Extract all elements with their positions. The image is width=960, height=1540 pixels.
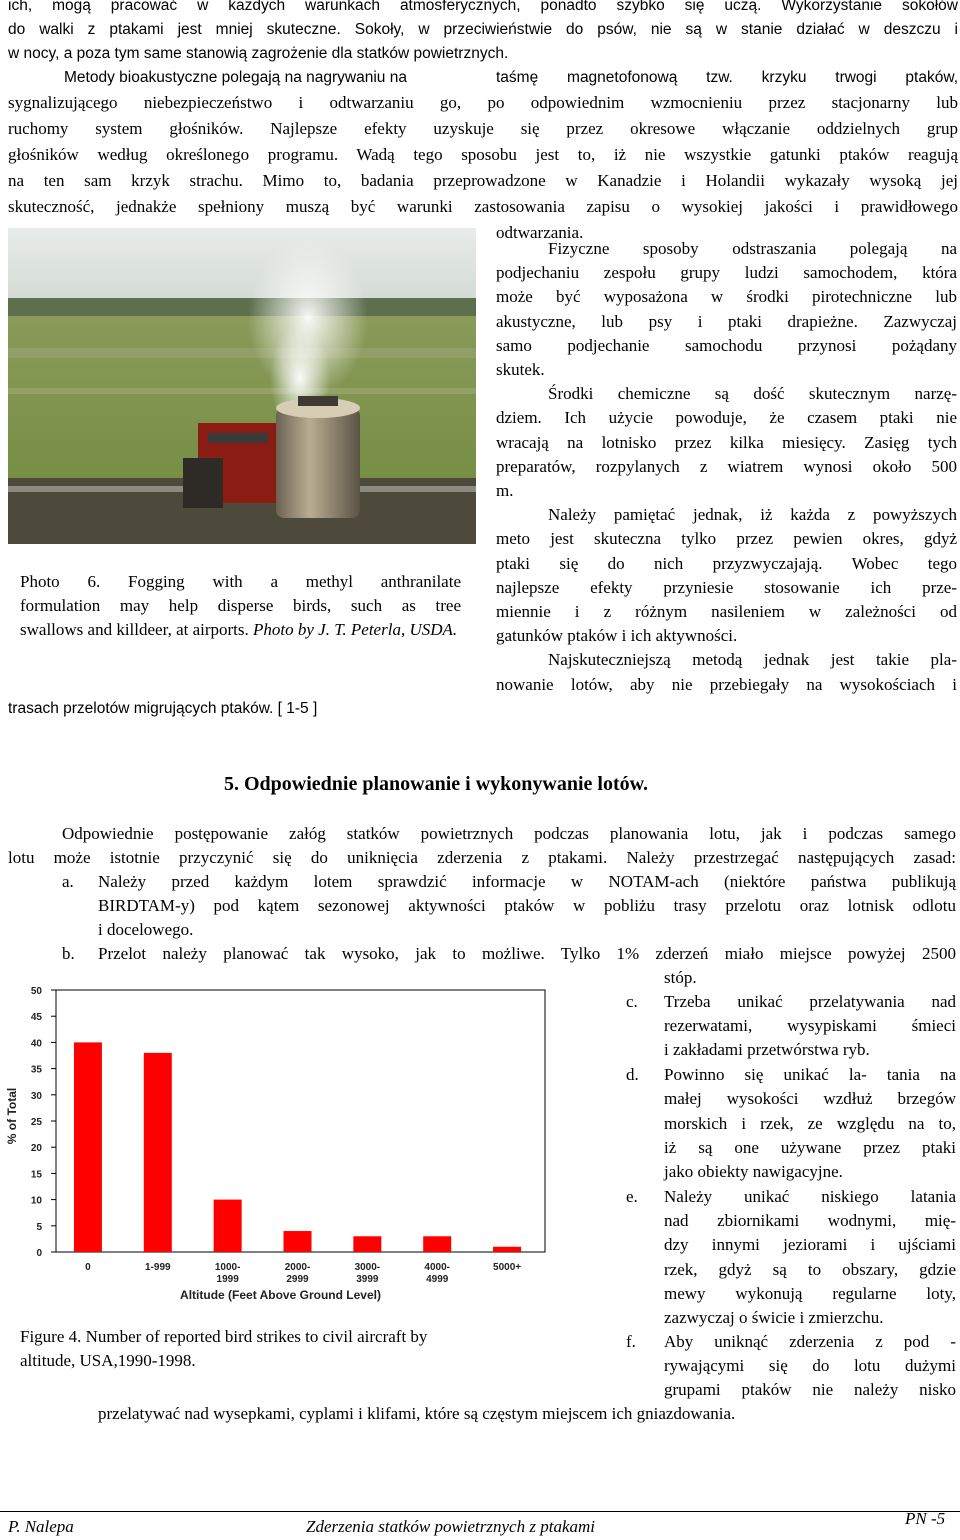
text-line: dziem. Ich użycie powoduje, że czasem ptaki nie — [496, 408, 957, 428]
text-line: morskich i rzek, ze względu na to, — [664, 1113, 956, 1133]
item-c — [664, 990, 956, 1062]
text-line: skutek. — [496, 360, 545, 380]
text-line: na ten sam krzyk strachu. Mimo to, badania przeprowadzone w Kanadzie i Holandii wykazały wysoką jej — [8, 171, 958, 190]
text-line: preparatów, rozpylanych z wiatrem wynosi około 500 — [496, 456, 957, 476]
text-line: Należy pamiętać jednak, iż każda z powyższych — [548, 505, 957, 525]
intro-paragraph — [8, 0, 958, 66]
y-tick-label: 10 — [30, 1195, 42, 1207]
x-tick-label: 3000-3999 — [354, 1262, 381, 1285]
bioacoustic-line-rest — [496, 66, 958, 90]
text-line: Należy przed każdym lotem sprawdzić informacje w NOTAM-ach (niektóre państwa publikują — [98, 872, 956, 891]
text-line: samo podjechanie samochodu przynosi pożądany — [496, 335, 957, 355]
bar — [284, 1231, 312, 1252]
bar — [493, 1247, 521, 1252]
caption-line: swallows and killdeer, at airports. Photo by J. T. Peterla, USDA. — [20, 620, 458, 639]
text-line: taśmę magnetofonową tzw. krzyku trwogi ptaków, — [496, 69, 958, 86]
footer-page-number: PN -5 — [905, 1509, 946, 1528]
text-line: i zakładami przetwórstwa ryb. — [664, 1040, 870, 1059]
y-tick-label: 25 — [30, 1117, 42, 1128]
text-line: nowanie lotów, aby nie przebiegały na wysokościach i — [496, 674, 957, 694]
text-line: nad zbiornikami wodnymi, mię- — [664, 1211, 956, 1231]
x-tick-label: 5000+ — [493, 1262, 522, 1273]
y-tick-label: 5 — [36, 1221, 42, 1233]
text-line: mewy wykonują regularne loty, — [664, 1283, 956, 1303]
text-line: Przelot należy planować tak wysoko, jak to możliwe. Tylko 1% zderzeń miało miejsce powyżej 2500 — [98, 944, 956, 963]
text-line: Należy unikać niskiego latania — [664, 1187, 956, 1206]
text-line: Powinno się unikać la- tania na — [664, 1065, 956, 1084]
text-line: zazwyczaj o świcie i zmierzchu. — [664, 1308, 884, 1328]
caption-line: altitude, USA,1990-1998. — [20, 1351, 196, 1370]
text-line: gatunków ptaków i ich aktywności. — [496, 626, 738, 646]
text-line: rezerwatami, wysypiskami śmieci — [664, 1016, 956, 1035]
photo-credit: Photo by J. T. Peterla, USDA. — [253, 620, 458, 639]
text-line: miennie i z różnym nasileniem w zależności od — [496, 602, 957, 622]
text-line: m. — [496, 481, 514, 501]
chart-frame — [56, 990, 545, 1252]
text-line: BIRDTAM-y) pod kątem sezonowej aktywności ptaków w pobliżu trasy przelotu oraz lotnisk odlotu — [98, 896, 956, 915]
text-line: w nocy, a poza tym same stanowią zagrożenie dla statków powietrznych. — [8, 45, 509, 62]
x-tick-label: 4000-4999 — [424, 1262, 451, 1285]
bar — [144, 1053, 172, 1252]
text-line: Aby uniknąć zderzenia z pod - — [664, 1332, 956, 1351]
item-c-letter: c. — [626, 992, 638, 1011]
text-line: iż są one używane przez ptaki — [664, 1137, 956, 1157]
item-e-letter: e. — [626, 1187, 638, 1206]
y-tick-label: 40 — [30, 1038, 42, 1050]
text-line: najlepsze efekty przyniesie stosowanie ich prze- — [496, 577, 957, 597]
bar — [353, 1236, 381, 1252]
footer-rule — [0, 1511, 960, 1512]
y-tick-label: 35 — [30, 1064, 42, 1076]
text-line: wracają na lotnisko przez kilka miesięcy. Zasięg tych — [496, 432, 957, 452]
section-intro — [8, 822, 956, 870]
text-line: może być wyposażona w środki pirotechniczne lub — [496, 287, 957, 307]
caption-line: Photo 6. Fogging with a methyl anthranilate — [20, 572, 461, 591]
bioacoustic-last-line: odtwarzania. — [496, 223, 584, 242]
caption-line: Figure 4. Number of reported bird strikes to civil aircraft by — [20, 1327, 428, 1346]
item-b-letter: b. — [62, 944, 75, 963]
text-line: małej wysokości wzdłuż brzegów — [664, 1089, 956, 1109]
y-axis-label: % of Total — [5, 1087, 19, 1145]
text-line: dzy innymi jeziorami i ujściami — [664, 1235, 956, 1255]
text-line: sygnalizującego niebezpieczeństwo i odtwarzaniu go, po odpowiednim wzmocnieniu przez stacjonarny lub — [8, 93, 958, 112]
text-line: akustyczne, lub psy i ptaki drapieżne. Zazwyczaj — [496, 311, 957, 331]
bioacoustic-line-start: Metody bioakustyczne polegają na nagrywaniu na — [64, 69, 407, 86]
item-a — [98, 870, 956, 942]
footer-author: P. Nalepa — [8, 1517, 74, 1536]
item-d — [664, 1063, 956, 1184]
x-tick-label: 1000-1999 — [214, 1262, 241, 1285]
item-b — [98, 942, 956, 966]
fogging-photo — [8, 228, 476, 544]
x-tick-label: 2000-2999 — [284, 1262, 311, 1285]
left-tail-line: trasach przelotów migrujących ptaków. [ 1-5 ] — [8, 700, 318, 717]
text-line: Środki chemiczne są dość skutecznym narzę- — [548, 384, 957, 404]
bar — [423, 1236, 451, 1252]
text-line: jako obiekty nawigacyjne. — [664, 1162, 843, 1182]
text-line: podjechaniu zespołu grupy ludzi samochodem, która — [496, 263, 957, 283]
y-tick-label: 30 — [30, 1090, 42, 1102]
item-a-letter: a. — [62, 872, 74, 891]
footer-title: Zderzenia statków powietrznych z ptakami — [306, 1517, 595, 1536]
y-tick-label: 0 — [36, 1248, 42, 1259]
text-line: rzek, gdyż są to obszary, gdzie — [664, 1259, 956, 1279]
y-tick-label: 15 — [30, 1169, 42, 1181]
bar — [214, 1200, 242, 1252]
text-line: Trzeba unikać przelatywania nad — [664, 992, 956, 1011]
section-heading: 5. Odpowiednie planowanie i wykonywanie lotów. — [224, 773, 648, 795]
x-axis-label: Altitude (Feet Above Ground Level) — [180, 1288, 381, 1302]
item-b-cont: stóp. — [664, 968, 697, 987]
text-line: i docelowego. — [98, 920, 194, 939]
right-column — [496, 237, 957, 697]
text-line: grupami ptaków nie należy nisko — [664, 1380, 956, 1399]
text-line: ich, mogą pracować w każdych warunkach atmosferycznych, ponadto szybko się uczą. Wykorzystanie sokołów — [8, 0, 958, 14]
caption-line: formulation may help disperse birds, such as tree — [20, 596, 461, 615]
text-line: skuteczność, jednakże spełniony muszą być warunki zastosowania zapisu o wysokiej jakości i prawidłowego — [8, 197, 958, 216]
text-line: Fizyczne sposoby odstraszania polegają na — [548, 239, 957, 258]
item-f-letter: f. — [626, 1332, 636, 1351]
text-line: ruchomy system głośników. Najlepsze efekty uzyskuje się przez okresowe włączanie oddzielnych grup — [8, 119, 958, 138]
figure-caption — [20, 1325, 427, 1373]
item-e — [664, 1185, 956, 1330]
bar — [74, 1042, 102, 1252]
text-line: rywającymi się do lotu dużymi — [664, 1356, 956, 1375]
text-line: głośników według określonego programu. Wadą tego sposobu jest to, iż nie wszystkie gatunki ptaków reagują — [8, 145, 958, 164]
item-d-letter: d. — [626, 1065, 639, 1084]
photo-caption — [20, 570, 461, 642]
x-tick-label: 0 — [85, 1262, 91, 1273]
item-f — [664, 1330, 956, 1402]
bird-strike-chart — [0, 975, 560, 1305]
y-tick-label: 50 — [30, 986, 42, 997]
text-line: Najskuteczniejszą metodą jednak jest takie pla- — [548, 650, 957, 670]
y-tick-label: 45 — [30, 1012, 42, 1024]
x-tick-label: 1-999 — [144, 1262, 171, 1273]
text-line: do walki z ptakami jest mniej skuteczne. Sokoły, w przeciwieństwie do psów, nie są w stanie działać w deszczu i — [8, 21, 958, 38]
text-line: lotu może istotnie przyczynić się do uniknięcia zderzenia z ptakami. Należy przestrzegać następujących zasad: — [8, 848, 956, 867]
y-tick-label: 20 — [30, 1143, 42, 1155]
bioacoustic-paragraph — [8, 90, 958, 220]
text-line: Odpowiednie postępowanie załóg statków powietrznych podczas planowania lotu, jak i podczas samego — [62, 824, 956, 843]
text-line: ptaki się do nich przyzwyczajają. Wobec tego — [496, 553, 957, 573]
text-line: meto jest skuteczna tylko przez pewien okres, gdyż — [496, 529, 957, 549]
item-f-tail: przelatywać nad wysepkami, cyplami i klifami, które są częstym miejscem ich gniazdowania. — [98, 1404, 736, 1423]
